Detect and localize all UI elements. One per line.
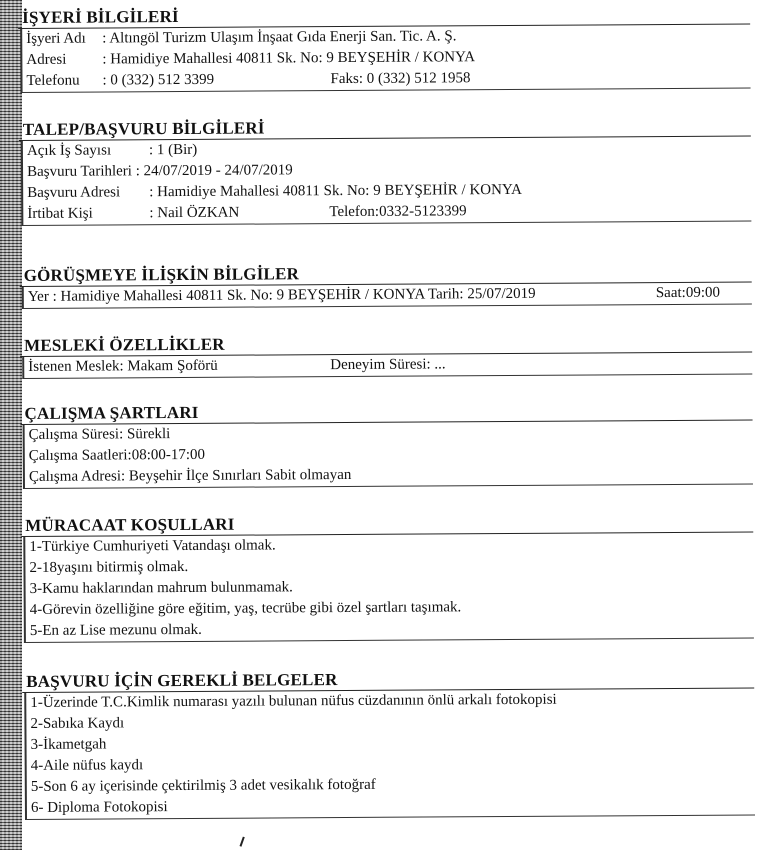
belgeler-item: 1-Üzerinde T.C.Kimlik numarası yazılı bulunan nüfus cüzdanının önlü arkalı fotokopisi [24, 689, 754, 714]
belgeler-item: 5-Son 6 ay içerisinde çektirilmiş 3 adet vesikalık fotoğraf [25, 773, 755, 798]
calisma-heading: ÇALIŞMA ŞARTLARI [20, 400, 752, 425]
talep-acik-value: : 1 (Bir) [148, 141, 198, 159]
mesleki-heading: MESLEKİ ÖZELLİKLER [20, 332, 752, 357]
belgeler-item: 3-İkametgah [24, 731, 754, 756]
muracaat-item: 5-En az Lise mezunu olmak. [24, 617, 754, 643]
mesleki-deneyim: Deneyim Süresi: ... [330, 356, 446, 374]
talep-irtibat-row [21, 200, 751, 226]
calisma-item: Çalışma Adresi: Beyşehir İlçe Sınırları Sabit olmayan [23, 463, 753, 489]
scan-mark [240, 837, 245, 847]
calisma-item: Çalışma Süresi: Sürekli [23, 421, 753, 446]
muracaat-heading: MÜRACAAT KOŞULLARI [21, 512, 753, 537]
section-mesleki [20, 332, 752, 379]
isyeri-telefon-value: : 0 (332) 512 3399 [102, 71, 215, 89]
mesleki-meslek: İstenen Meslek: Makam Şoförü [28, 357, 218, 375]
isyeri-heading: İŞYERİ BİLGİLERİ [18, 4, 750, 29]
gorusme-yer: Yer : Hamidiye Mahallesi 40811 Sk. No: 9 BEYŞEHİR / KONYA Tarih: 25/07/2019 [27, 285, 536, 305]
talep-adres-label: Başvuru Adresi [27, 184, 121, 201]
mesleki-row [22, 353, 752, 379]
gorusme-yer-row [22, 283, 752, 309]
belgeler-item: 6- Diploma Fotokopisi [25, 794, 755, 820]
muracaat-item: 1-Türkiye Cumhuriyeti Vatandaşı olmak. [23, 533, 753, 558]
belgeler-item: 4-Aile nüfus kaydı [25, 752, 755, 777]
talep-irtibat-label: İrtibat Kişi [27, 205, 93, 222]
calisma-item: Çalışma Saatleri:08:00-17:00 [23, 442, 753, 467]
isyeri-adres-label: Adresi [26, 51, 67, 68]
section-belgeler [22, 668, 755, 820]
talep-adres-value: : Hamidiye Mahallesi 40811 Sk. No: 9 BEYŞEHİR / KONYA [149, 181, 522, 201]
isyeri-adres-value: : Hamidiye Mahallesi 40811 Sk. No: 9 BEYŞEHİR / KONYA [102, 49, 476, 68]
belgeler-item: 2-Sabıka Kaydı [24, 710, 754, 735]
isyeri-faks: Faks: 0 (332) 512 1958 [330, 70, 471, 88]
talep-tarih-row: Başvuru Tarihleri : 24/07/2019 - 24/07/2019 [21, 158, 751, 183]
gorusme-heading: GÖRÜŞMEYE İLİŞKİN BİLGİLER [20, 262, 752, 287]
section-talep [19, 116, 752, 226]
muracaat-item: 3-Kamu haklarından mahrum bulunmamak. [24, 575, 754, 600]
isyeri-adi-label: İşyeri Adı [26, 30, 86, 47]
document-page [18, 0, 759, 850]
section-isyeri [18, 4, 751, 93]
section-muracaat [21, 512, 754, 643]
section-calisma [20, 400, 753, 489]
isyeri-telefon-label: Telefonu [26, 72, 80, 89]
muracaat-item: 2-18yaşını bitirmiş olmak. [23, 554, 753, 579]
isyeri-telefon-row [20, 67, 750, 93]
talep-telefon: Telefon:0332-5123399 [329, 203, 467, 221]
section-gorusme [20, 262, 752, 309]
belgeler-heading: BAŞVURU İÇİN GEREKLİ BELGELER [22, 668, 754, 693]
isyeri-adi-value: : Altıngöl Turizm Ulaşım İnşaat Gıda Enerji San. Tic. A. Ş. [102, 28, 457, 47]
talep-acik-label: Açık İş Sayısı [26, 142, 112, 159]
talep-irtibat-value: : Nail ÖZKAN [149, 204, 240, 222]
muracaat-item: 4-Görevin özelliğine göre eğitim, yaş, tecrübe gibi özel şartları taşımak. [24, 596, 754, 621]
gorusme-saat: Saat:09:00 [655, 284, 721, 302]
talep-heading: TALEP/BAŞVURU BİLGİLERİ [19, 116, 751, 141]
